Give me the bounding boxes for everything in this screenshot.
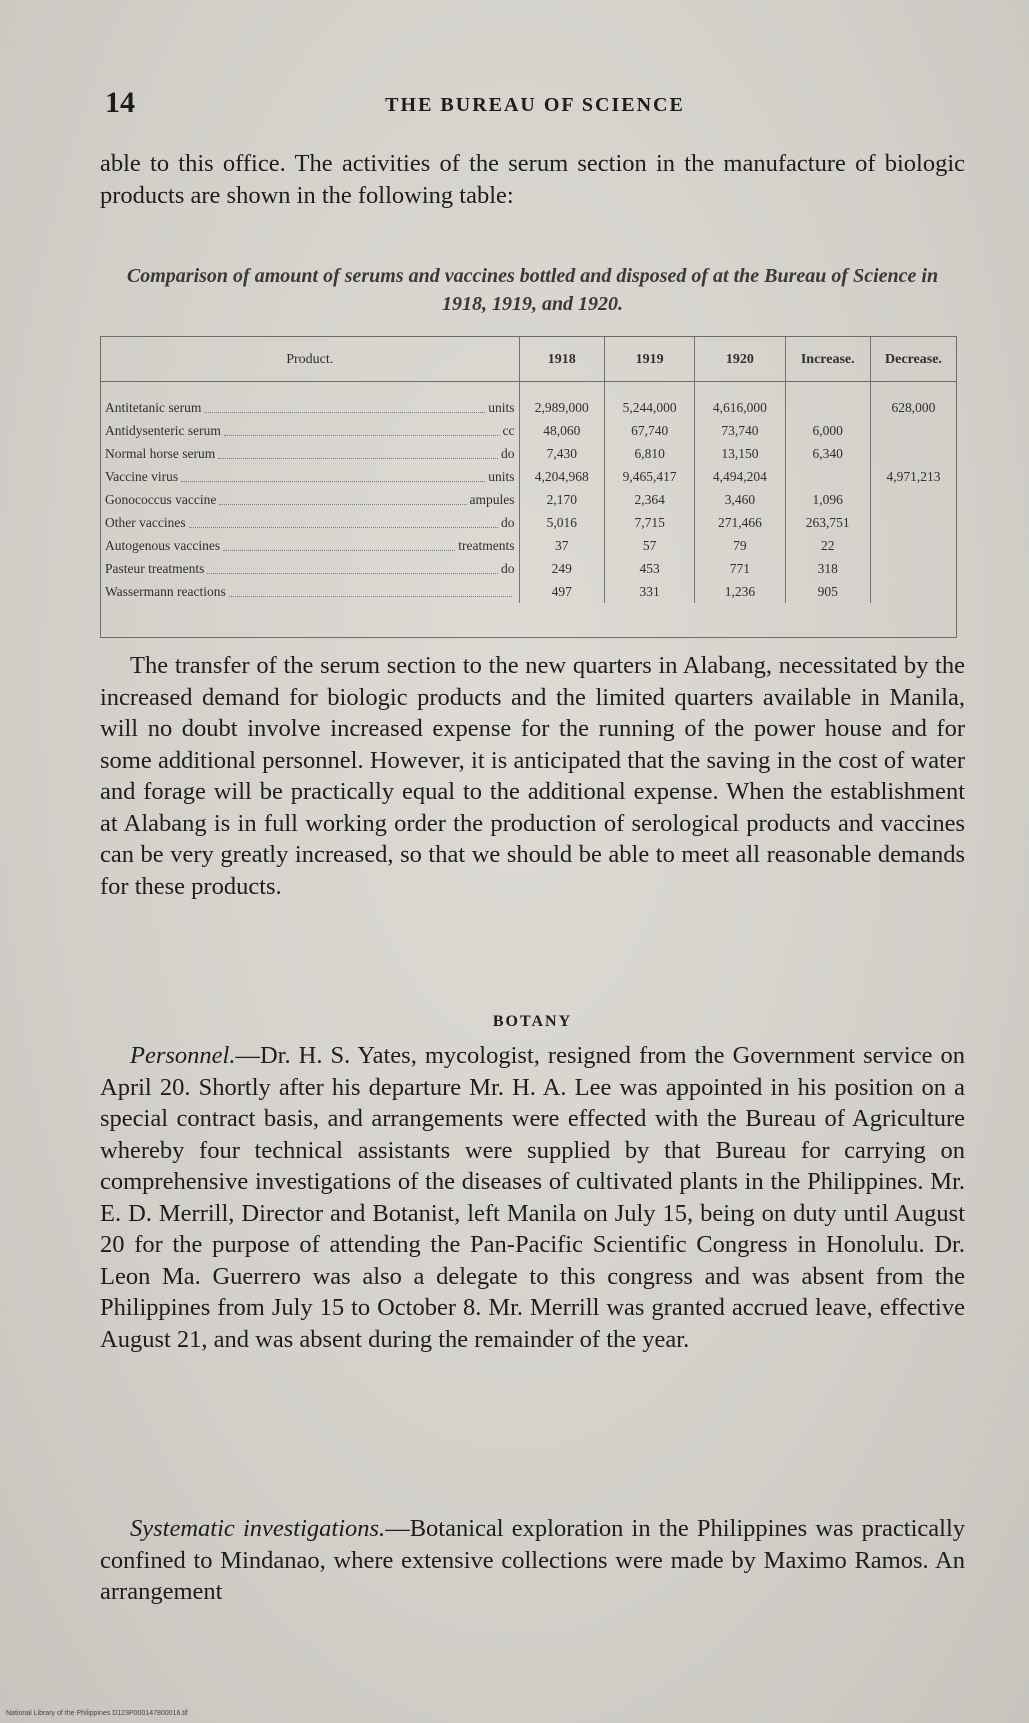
value-cell-increase: 22	[785, 534, 870, 557]
value-cell-y1920: 271,466	[695, 511, 785, 534]
value-cell-y1920: 4,494,204	[695, 465, 785, 488]
product-name: Autogenous vaccines	[105, 538, 221, 553]
product-name: Normal horse serum	[105, 446, 216, 461]
dot-leader	[224, 419, 500, 436]
value-cell-decrease	[870, 580, 956, 603]
systematic-lead: Systematic investigations.	[130, 1515, 386, 1542]
table-caption: Comparison of amount of serums and vaccines bottled and disposed of at the Bureau of Science in 1918, 1919, and 1920.	[126, 265, 939, 315]
table-row	[101, 557, 956, 580]
column-header-decrease: Decrease.	[870, 337, 956, 382]
value-cell-y1918: 48,060	[519, 419, 604, 442]
value-cell-decrease: 628,000	[870, 382, 956, 420]
scan-footer: National Library of the Philippines D123P000147800016.tif	[6, 1710, 188, 1717]
product-unit: cc	[502, 423, 515, 438]
product-cell	[101, 419, 519, 442]
personnel-text: —Dr. H. S. Yates, mycologist, resigned from the Government service on April 20. Shortly after his departure Mr. H. A. Lee was appointed in his position on a special contract basis, and arrangements were effected with the Bureau of Agriculture whereby four technical assistants were supplied by that Bureau for carrying on comprehensive investigations of the diseases of cultivated plants in the Philippines. Mr. E. D. Merrill, Director and Botanist, left Manila on July 15, being on duty until August 20 for the purpose of attending the Pan-Pacific Scientific Congress in Honolulu. Dr. Leon Ma. Guerrero was also a delegate to this congress and was absent from the Philippines from July 15 to October 8. Mr. Merrill was granted accrued leave, effective August 21, and was absent during the remainder of the year.	[100, 1042, 965, 1353]
product-unit: ampules	[469, 492, 515, 507]
product-cell	[101, 580, 519, 603]
value-cell-y1919: 5,244,000	[605, 382, 695, 420]
value-cell-y1920: 73,740	[695, 419, 785, 442]
value-cell-increase: 6,340	[785, 442, 870, 465]
product-name: Vaccine virus	[105, 469, 179, 484]
product-unit: do	[501, 561, 515, 576]
product-cell	[101, 382, 519, 420]
product-name: Antitetanic serum	[105, 400, 202, 415]
dot-leader	[207, 557, 498, 574]
table-row	[101, 534, 956, 557]
value-cell-y1918: 7,430	[519, 442, 604, 465]
value-cell-increase: 263,751	[785, 511, 870, 534]
value-cell-y1919: 67,740	[605, 419, 695, 442]
product-unit: do	[501, 446, 515, 461]
product-name: Gonococcus vaccine	[105, 492, 217, 507]
dot-leader	[181, 465, 485, 482]
value-cell-y1920: 771	[695, 557, 785, 580]
page-number: 14	[105, 86, 135, 119]
value-cell-increase	[785, 465, 870, 488]
value-cell-y1920: 3,460	[695, 488, 785, 511]
column-header-1918: 1918	[519, 337, 604, 382]
dot-leader	[204, 396, 485, 413]
product-cell	[101, 442, 519, 465]
value-cell-y1920: 1,236	[695, 580, 785, 603]
product-name: Antidysenteric serum	[105, 423, 221, 438]
product-cell	[101, 465, 519, 488]
value-cell-y1919: 2,364	[605, 488, 695, 511]
value-cell-y1919: 453	[605, 557, 695, 580]
section-heading-botany: BOTANY	[492, 1013, 573, 1030]
value-cell-y1918: 2,170	[519, 488, 604, 511]
transfer-paragraph: The transfer of the serum section to the new quarters in Alabang, necessitated by the increased demand for biologic products and the limited quarters available in Manila, will no doubt involve increased expense for the running of the power house and for some additional personnel. However, it is anticipated that the saving in the cost of water and forage will be practically equal to the additional expense. When the establishment at Alabang is in full working order the production of serological products and vaccines can be very greatly increased, so that we should be able to meet all reasonable demands for these products.	[100, 652, 965, 900]
value-cell-y1918: 249	[519, 557, 604, 580]
value-cell-decrease	[870, 534, 956, 557]
page-header	[105, 86, 965, 126]
value-cell-y1919: 6,810	[605, 442, 695, 465]
table-header-row	[101, 337, 956, 382]
value-cell-decrease	[870, 442, 956, 465]
intro-paragraph: able to this office. The activities of the serum section in the manufacture of biologic products are shown in the following table:	[100, 150, 965, 209]
product-name: Other vaccines	[105, 515, 186, 530]
product-unit: treatments	[458, 538, 515, 553]
value-cell-y1918: 37	[519, 534, 604, 557]
table-row	[101, 442, 956, 465]
value-cell-y1920: 79	[695, 534, 785, 557]
serum-vaccine-table	[100, 336, 957, 638]
running-head: THE BUREAU OF SCIENCE	[385, 94, 685, 116]
value-cell-y1919: 57	[605, 534, 695, 557]
product-name: Pasteur treatments	[105, 561, 205, 576]
value-cell-y1918: 5,016	[519, 511, 604, 534]
dot-leader	[218, 442, 498, 459]
personnel-lead: Personnel.	[130, 1042, 236, 1069]
table-row	[101, 382, 956, 420]
product-cell	[101, 534, 519, 557]
value-cell-decrease	[870, 488, 956, 511]
value-cell-increase: 905	[785, 580, 870, 603]
value-cell-y1918: 2,989,000	[519, 382, 604, 420]
dot-leader	[189, 511, 498, 528]
value-cell-y1918: 497	[519, 580, 604, 603]
product-unit: units	[488, 469, 515, 484]
table-row	[101, 488, 956, 511]
systematic-paragraph	[100, 1513, 965, 1608]
data-table	[101, 337, 956, 603]
product-cell	[101, 511, 519, 534]
dot-leader	[229, 580, 512, 597]
product-cell	[101, 488, 519, 511]
product-name: Wassermann reactions	[105, 584, 226, 599]
value-cell-increase: 318	[785, 557, 870, 580]
personnel-paragraph	[100, 1040, 965, 1355]
systematic-text: —Botanical exploration in the Philippines was practically confined to Mindanao, where extensive collections were made by Maximo Ramos. An arrangement	[100, 1515, 965, 1605]
value-cell-y1918: 4,204,968	[519, 465, 604, 488]
value-cell-increase: 6,000	[785, 419, 870, 442]
value-cell-y1920: 13,150	[695, 442, 785, 465]
value-cell-increase: 1,096	[785, 488, 870, 511]
value-cell-y1920: 4,616,000	[695, 382, 785, 420]
table-row	[101, 465, 956, 488]
product-unit: do	[501, 515, 515, 530]
value-cell-y1919: 7,715	[605, 511, 695, 534]
dot-leader	[223, 534, 455, 551]
product-unit: units	[488, 400, 515, 415]
dot-leader	[219, 488, 466, 505]
table-row	[101, 511, 956, 534]
column-header-1920: 1920	[695, 337, 785, 382]
table-row	[101, 580, 956, 603]
value-cell-decrease: 4,971,213	[870, 465, 956, 488]
value-cell-decrease	[870, 557, 956, 580]
value-cell-decrease	[870, 419, 956, 442]
value-cell-decrease	[870, 511, 956, 534]
column-header-1919: 1919	[605, 337, 695, 382]
product-cell	[101, 557, 519, 580]
column-header-product: Product.	[101, 337, 519, 382]
column-header-increase: Increase.	[785, 337, 870, 382]
table-row	[101, 419, 956, 442]
value-cell-y1919: 9,465,417	[605, 465, 695, 488]
value-cell-increase	[785, 382, 870, 420]
table-body	[101, 382, 956, 604]
value-cell-y1919: 331	[605, 580, 695, 603]
